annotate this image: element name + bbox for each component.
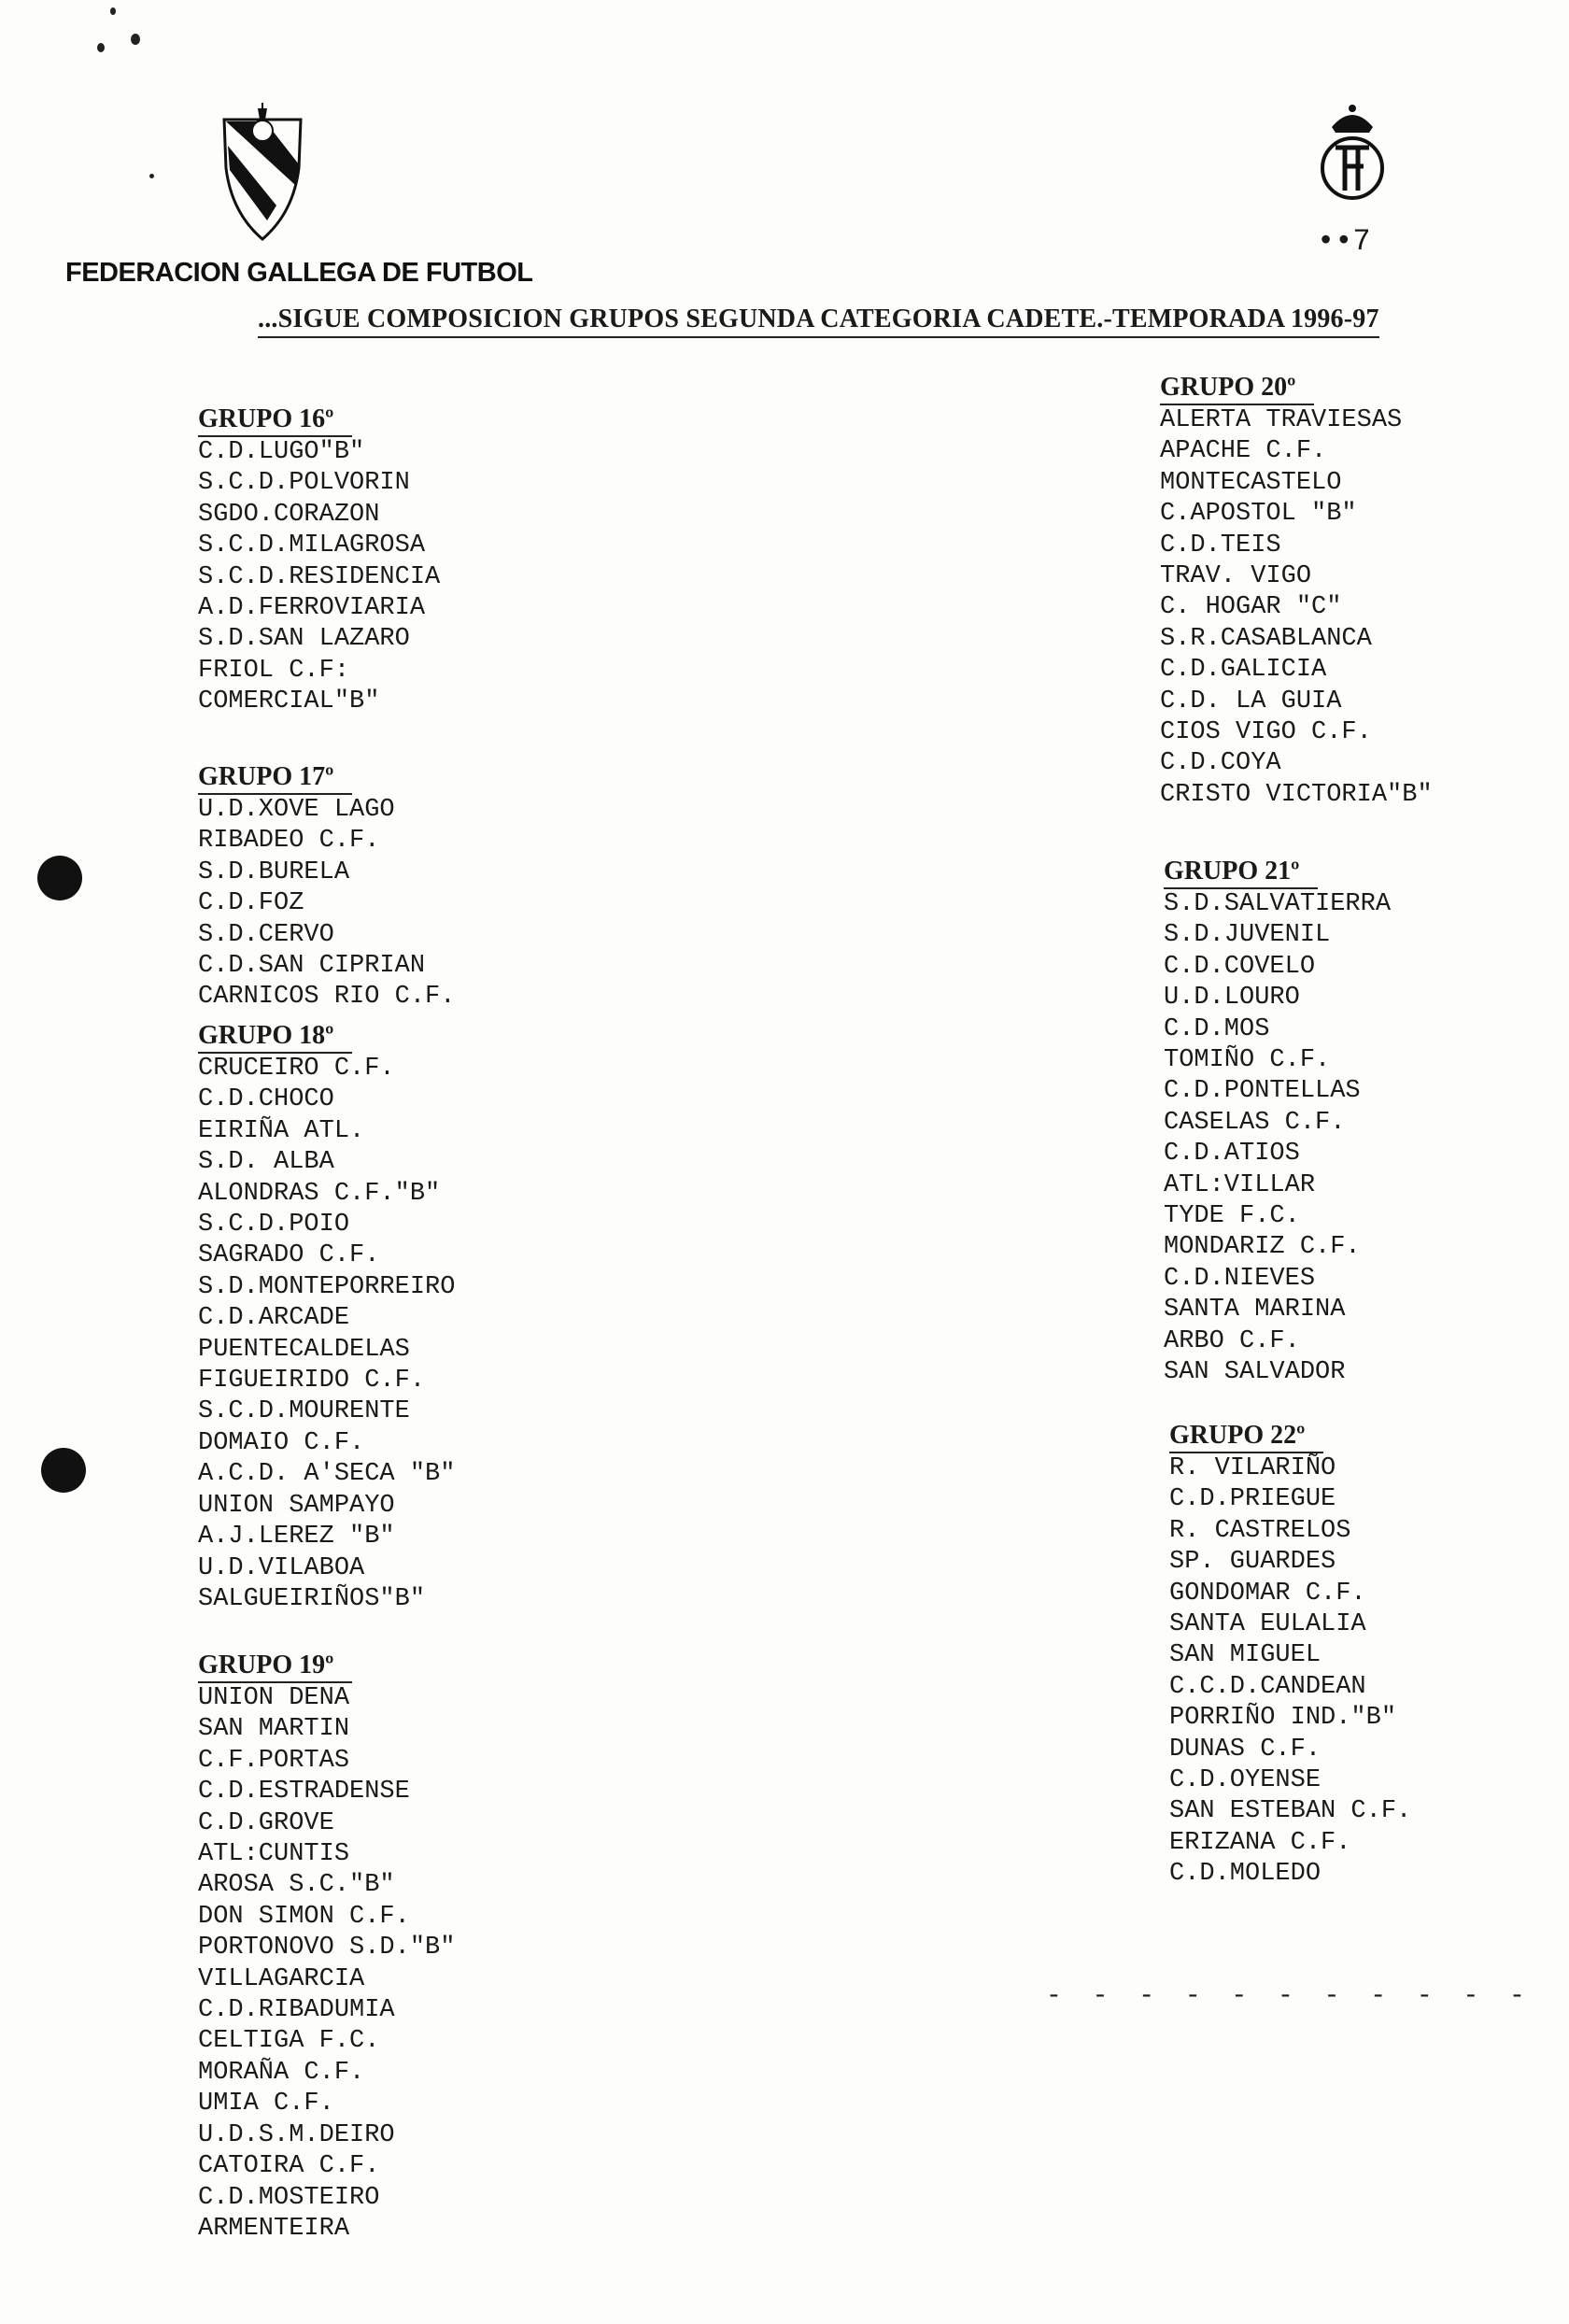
team-name: MORAÑA C.F. (198, 2058, 365, 2087)
team-name: EIRIÑA ATL. (198, 1116, 365, 1145)
team-name: SALGUEIRIÑOS"B" (198, 1584, 426, 1613)
group-title: GRUPO 19º (198, 1650, 352, 1683)
group-22 (1169, 1420, 1411, 1891)
team-name: GONDOMAR C.F. (1169, 1579, 1366, 1608)
team-name: S.C.D.POIO (198, 1211, 350, 1240)
team-name: CARNICOS RIO C.F. (198, 983, 456, 1012)
royal-spanish-federation-crest-icon (1317, 101, 1388, 205)
team-name: C.D.GALICIA (1160, 656, 1327, 685)
closing-dashes: - - - - - - - - - - - (1046, 1982, 1533, 2011)
team-name: SAN SALVADOR (1164, 1358, 1346, 1387)
team-name: S.D.BURELA (198, 857, 350, 886)
group-21 (1164, 856, 1391, 1389)
team-name: U.D.S.M.DEIRO (198, 2120, 395, 2149)
team-name: CASELAS C.F. (1164, 1108, 1346, 1137)
team-name: C. HOGAR "C" (1160, 593, 1342, 622)
team-name: C.D.MOLEDO (1169, 1860, 1322, 1889)
team-name: CIOS VIGO C.F. (1160, 718, 1372, 747)
ink-speck (110, 7, 116, 15)
team-name: TYDE F.C. (1164, 1202, 1300, 1231)
team-name: ERIZANA C.F. (1169, 1828, 1351, 1857)
team-name: PORRIÑO IND."B" (1169, 1704, 1397, 1733)
page-number: ••7 (1317, 224, 1371, 259)
group-18 (198, 1020, 455, 1615)
team-name: PORTONOVO S.D."B" (198, 1934, 456, 1963)
team-name: SGDO.CORAZON (198, 500, 380, 529)
team-name: R. VILARIÑO (1169, 1454, 1336, 1482)
ink-speck (149, 174, 154, 178)
ink-speck (131, 34, 140, 45)
group-title: GRUPO 16º (198, 404, 352, 437)
team-name: S.D.JUVENIL (1164, 921, 1331, 950)
team-name: S.D.CERVO (198, 920, 334, 949)
team-name: PUENTECALDELAS (198, 1335, 410, 1364)
team-name: SP. GUARDES (1169, 1548, 1336, 1577)
team-name: CATOIRA C.F. (198, 2152, 380, 2181)
group-16 (198, 404, 440, 718)
team-name: CRISTO VICTORIA"B" (1160, 780, 1433, 809)
team-name: C.C.D.CANDEAN (1169, 1672, 1366, 1701)
team-name: C.D.LUGO"B" (198, 438, 365, 466)
team-name: C.D.PONTELLAS (1164, 1077, 1361, 1106)
team-list (1160, 405, 1433, 811)
team-name: C.D.ATIOS (1164, 1140, 1300, 1169)
team-list (1164, 889, 1391, 1389)
punch-hole-upper (37, 856, 82, 900)
team-name: A.C.D. A'SECA "B" (198, 1460, 456, 1489)
team-name: C.D.PRIEGUE (1169, 1485, 1336, 1514)
team-name: SAN ESTEBAN C.F. (1169, 1797, 1412, 1826)
team-name: UNION DENA (198, 1684, 350, 1712)
team-name: UNION SAMPAYO (198, 1491, 395, 1520)
team-name: SAN MARTIN (198, 1715, 350, 1744)
team-name: C.D.COYA (1160, 749, 1281, 778)
team-name: C.D.OYENSE (1169, 1766, 1322, 1795)
team-name: C.APOSTOL "B" (1160, 500, 1357, 529)
team-list (198, 437, 440, 718)
team-name: S.C.D.POLVORIN (198, 469, 410, 498)
punch-hole-lower (41, 1448, 86, 1493)
team-name: SAN MIGUEL (1169, 1641, 1322, 1670)
team-name: DON SIMON C.F. (198, 1902, 410, 1931)
team-name: UMIA C.F. (198, 2090, 334, 2119)
group-title: GRUPO 22º (1169, 1420, 1323, 1453)
team-name: C.D.NIEVES (1164, 1264, 1316, 1293)
team-name: MONDARIZ C.F. (1164, 1233, 1361, 1262)
group-title: GRUPO 20º (1160, 372, 1314, 405)
team-name: CELTIGA F.C. (198, 2027, 380, 2056)
team-list (198, 1054, 455, 1615)
team-name: U.D.XOVE LAGO (198, 796, 395, 824)
team-name: ARBO C.F. (1164, 1326, 1300, 1355)
team-name: AROSA S.C."B" (198, 1871, 395, 1900)
group-title: GRUPO 21º (1164, 856, 1318, 889)
team-name: COMERCIAL"B" (198, 687, 380, 716)
group-19 (198, 1650, 455, 2245)
galician-federation-shield-icon (220, 103, 304, 243)
team-name: R. CASTRELOS (1169, 1516, 1351, 1545)
team-name: C.D. LA GUIA (1160, 687, 1342, 716)
team-name: C.D.GROVE (198, 1808, 334, 1837)
team-list (1169, 1453, 1411, 1891)
group-title: GRUPO 17º (198, 761, 352, 795)
team-name: U.D.VILABOA (198, 1553, 365, 1582)
team-name: ALERTA TRAVIESAS (1160, 406, 1403, 434)
team-name: S.D.SAN LAZARO (198, 625, 410, 654)
team-name: APACHE C.F. (1160, 437, 1327, 466)
team-name: C.D.MOS (1164, 1014, 1270, 1043)
team-name: FIGUEIRIDO C.F. (198, 1367, 426, 1396)
team-name: A.J.LEREZ "B" (198, 1523, 395, 1552)
team-name: TRAV. VIGO (1160, 562, 1312, 591)
team-name: S.D. ALBA (198, 1148, 334, 1177)
team-name: S.C.D.MOURENTE (198, 1397, 410, 1426)
group-title: GRUPO 18º (198, 1020, 352, 1054)
team-name: C.D.COVELO (1164, 952, 1316, 981)
team-name: C.F.PORTAS (198, 1746, 350, 1775)
team-name: U.D.LOURO (1164, 984, 1300, 1013)
team-name: MONTECASTELO (1160, 468, 1342, 497)
team-name: SANTA MARINA (1164, 1296, 1346, 1325)
team-name: SANTA EULALIA (1169, 1610, 1366, 1639)
group-20 (1160, 372, 1433, 811)
team-name: SAGRADO C.F. (198, 1241, 380, 1270)
team-name: C.D.SAN CIPRIAN (198, 952, 426, 981)
ink-speck (97, 43, 105, 52)
team-name: A.D.FERROVIARIA (198, 594, 426, 623)
team-name: ALONDRAS C.F."B" (198, 1179, 441, 1208)
team-name: C.D.MOSTEIRO (198, 2183, 380, 2212)
team-name: C.D.TEIS (1160, 531, 1281, 560)
team-name: DOMAIO C.F. (198, 1428, 365, 1457)
team-name: C.D.ARCADE (198, 1304, 350, 1333)
team-name: S.C.D.MILAGROSA (198, 531, 426, 560)
team-name: RIBADEO C.F. (198, 827, 380, 856)
team-name: ATL:VILLAR (1164, 1170, 1316, 1199)
team-name: S.R.CASABLANCA (1160, 624, 1372, 653)
team-name: C.D.FOZ (198, 889, 304, 918)
federation-name: FEDERACION GALLEGA DE FUTBOL (65, 258, 533, 288)
team-list (198, 1683, 455, 2245)
team-name: S.D.SALVATIERRA (1164, 890, 1392, 918)
team-name: C.D.ESTRADENSE (198, 1778, 410, 1807)
group-17 (198, 761, 455, 1013)
team-name: S.D.MONTEPORREIRO (198, 1272, 456, 1301)
team-name: TOMIÑO C.F. (1164, 1046, 1331, 1075)
team-name: ARMENTEIRA (198, 2214, 350, 2243)
document-title: ...SIGUE COMPOSICION GRUPOS SEGUNDA CATEGORIA CADETE.-TEMPORADA 1996-97 (258, 305, 1379, 338)
team-name: C.D.RIBADUMIA (198, 1996, 395, 2025)
team-name: S.C.D.RESIDENCIA (198, 562, 441, 591)
team-name: ATL:CUNTIS (198, 1840, 350, 1869)
team-name: FRIOL C.F: (198, 656, 350, 685)
team-name: VILLAGARCIA (198, 1964, 365, 1993)
team-name: CRUCEIRO C.F. (198, 1055, 395, 1083)
team-list (198, 795, 455, 1013)
team-name: C.D.CHOCO (198, 1085, 334, 1114)
team-name: DUNAS C.F. (1169, 1735, 1322, 1764)
